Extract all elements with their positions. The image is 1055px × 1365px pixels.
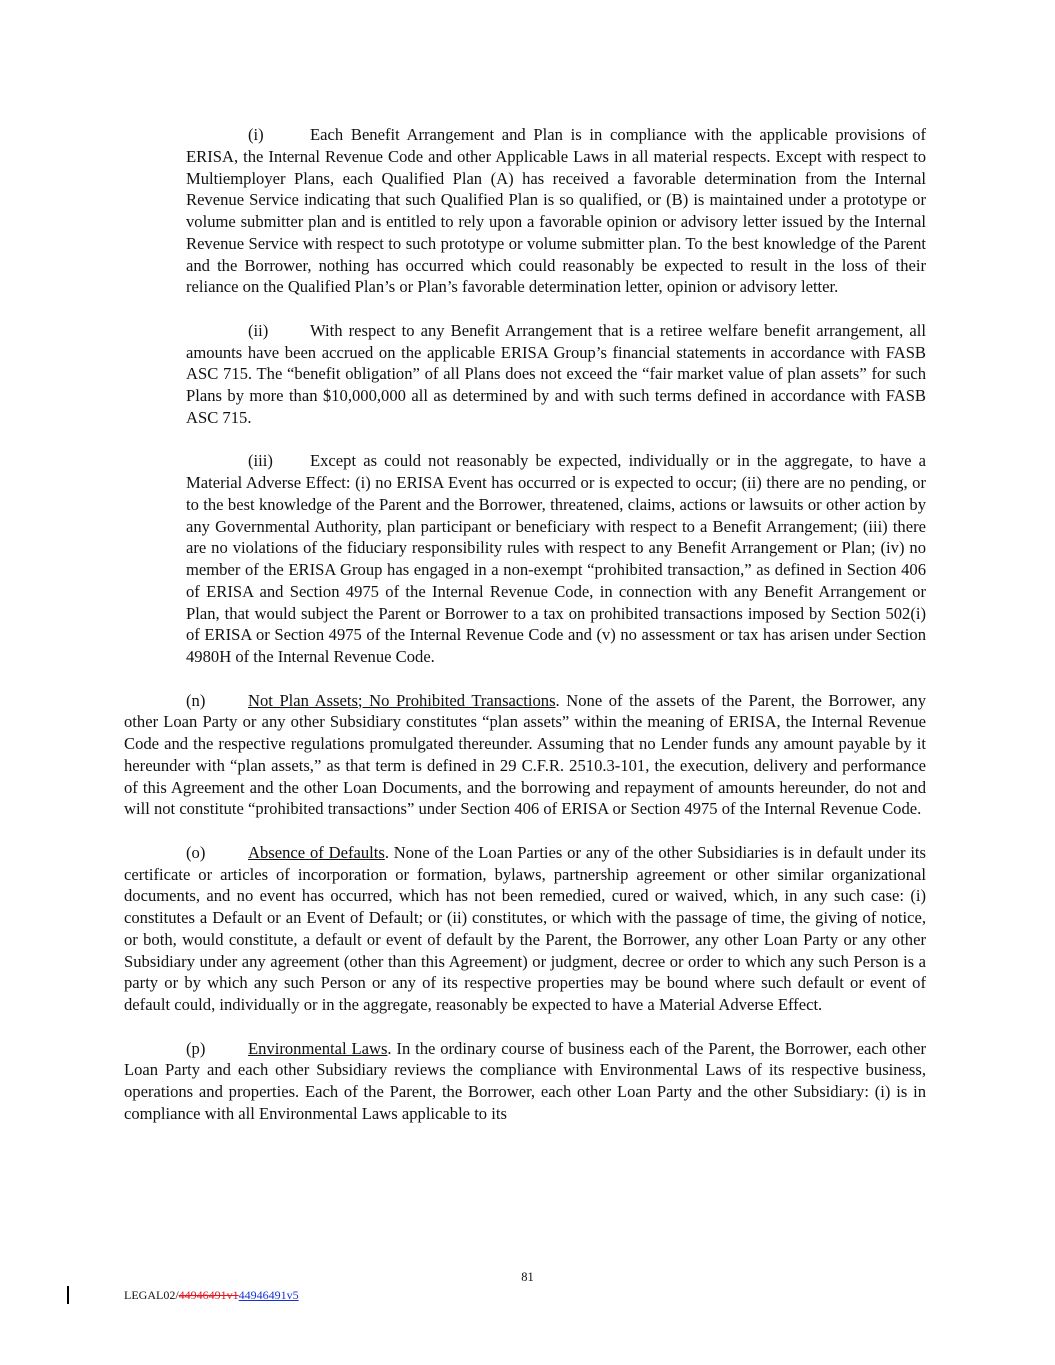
section-text: . None of the Loan Parties or any of the other Subsidiaries is in default under its certificate or articles of incorporation or formation, bylaws, partnership agreement or other similar organizational documents, and no event has occurred, which has not been remedied, cured or waived, which, in any such case: (i) constitutes a Default or an Event of Default; or (ii) constitutes, or which with the passage of time, the giving of notice, or both, would constitute, a default or event of default by the Parent, the Borrower, any other Loan Party or any other Subsidiary under any agreement (other than this Agreement) or judgment, decree or order to which any such Person is a party or by which any such Person or any of its respective properties may be bound where such default or event of default could, individually or in the aggregate, reasonably be expected to have a Material Adverse Effect. — [124, 842, 926, 1014]
section-text: . In the ordinary course of business each of the Parent, the Borrower, each other Loan Party and each other Subsidiary reviews the compliance with Environmental Laws of its respective business, operations and properties. Each of the Parent, the Borrower, each other Loan Party and the other Subsidiary: (i) is in compliance with all Environmental Laws applicable to its — [124, 1038, 926, 1123]
section-o — [124, 842, 926, 1016]
clause-text: With respect to any Benefit Arrangement that is a retiree welfare benefit arrangement, all amounts have been accrued on the applicable ERISA Group’s financial statements in accordance with FASB ASC 715. The “benefit obligation” of all Plans does not exceed the “fair market value of plan assets” for such Plans by more than $10,000,000 all as determined by and with such terms defined in accordance with FASB ASC 715. — [186, 320, 926, 427]
clause-m-iii — [186, 450, 926, 668]
section-marker: (n) — [186, 690, 206, 710]
section-marker: (o) — [186, 842, 206, 862]
document-id-prefix: LEGAL02/ — [124, 1288, 179, 1302]
section-heading: Not Plan Assets; No Prohibited Transactions — [248, 690, 556, 710]
clause-m-i — [186, 124, 926, 298]
document-id-inserted: 44946491v5 — [238, 1288, 299, 1302]
clause-m-ii — [186, 320, 926, 429]
page-number: 81 — [521, 1270, 534, 1284]
clause-text: Except as could not reasonably be expected, individually or in the aggregate, to have a Material Adverse Effect: (i) no ERISA Event has occurred or is expected to occur; (ii) there are no pending, or to the best knowledge of the Parent and the Borrower, threatened, claims, actions or lawsuits or other action by any Governmental Authority, plan participant or beneficiary with respect to a Benefit Arrangement; (iii) there are no violations of the fiduciary responsibility rules with respect to any Benefit Arrangement or Plan; (iv) no member of the ERISA Group has engaged in a non-exempt “prohibited transaction,” as defined in Section 406 of ERISA and Section 4975 of the Internal Revenue Code, in connection with any Benefit Arrangement or Plan, that would subject the Parent or Borrower to a tax on prohibited transactions imposed by Section 502(i) of ERISA or Section 4975 of the Internal Revenue Code and (v) no assessment or tax has arisen under Section 4980H of the Internal Revenue Code. — [186, 451, 926, 666]
document-id — [124, 1288, 299, 1303]
section-text: . None of the assets of the Parent, the Borrower, any other Loan Party or any other Subsidiary constitutes “plan assets” within the meaning of ERISA, the Internal Revenue Code and the respective regulations promulgated thereunder. Assuming that no Lender funds any amount payable by it hereunder with “plan assets,” as that term is defined in 29 C.F.R. 2510.3-101, the execution, delivery and performance of this Agreement and the other Loan Documents, and the borrowing and repayment of amounts hereunder, do not and will not constitute “prohibited transactions” under Section 406 of ERISA or Section 4975 of the Internal Revenue Code. — [124, 690, 926, 819]
document-body — [124, 124, 926, 1146]
document-id-deleted: 44946491v1 — [178, 1288, 239, 1302]
section-marker: (p) — [186, 1038, 206, 1058]
section-p — [124, 1038, 926, 1125]
clause-text: Each Benefit Arrangement and Plan is in compliance with the applicable provisions of ERISA, the Internal Revenue Code and other Applicable Laws in all material respects. Except with respect to Multiemployer Plans, each Qualified Plan (A) has received a favorable determination from the Internal Revenue Service indicating that such Qualified Plan is so qualified, or (B) is maintained under a prototype or volume submitter plan and is entitled to rely upon a favorable opinion or advisory letter issued by the Internal Revenue Service with respect to such prototype or volume submitter plan. To the best knowledge of the Parent and the Borrower, nothing has occurred which could reasonably be expected to result in the loss of their reliance on the Qualified Plan’s or Plan’s favorable determination letter, opinion or advisory letter. — [186, 125, 926, 297]
section-heading: Absence of Defaults — [248, 842, 385, 862]
section-n — [124, 690, 926, 821]
clause-marker: (ii) — [248, 320, 269, 340]
clause-marker: (iii) — [248, 451, 273, 471]
change-bar — [67, 1286, 69, 1304]
clause-marker: (i) — [248, 125, 264, 144]
section-heading: Environmental Laws — [248, 1038, 388, 1058]
